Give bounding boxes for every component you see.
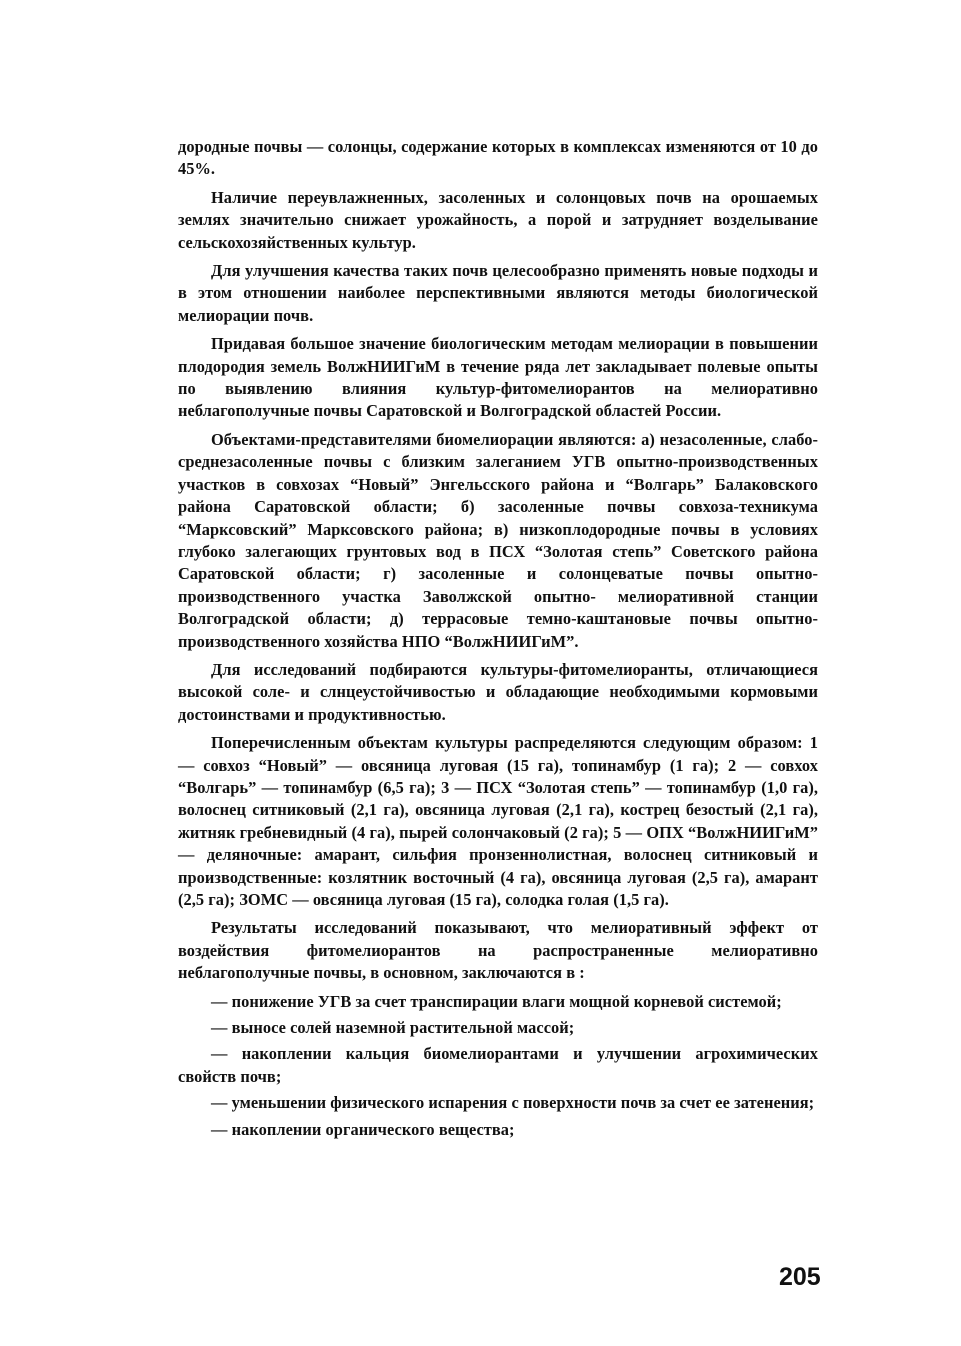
page-number: 205 xyxy=(779,1263,821,1291)
list-item: — понижение УГВ за счет транспирации влаги мощной корневой системой; xyxy=(211,991,782,1011)
list-item: — накоплении кальция биомелиорантами и улучшении агрохимических свойств почв; xyxy=(178,1044,818,1086)
paragraph: Результаты исследований показывают, что мелиоративный эффект от воздействия фитомелиорантов на распространенные мелиоративно неблагополучные почвы, в основном, заключаются в : xyxy=(178,918,818,983)
paragraph: Поперечисленным объектам культуры распределяются следующим образом: 1 — совхоз “Новый” — овсяница луговая (15 га), топинамбур (1 га); 2 — совхох “Волгарь” — топинамбур (6,5 га); 3 — ПСХ “Золотая степь” — топинамбур (1,0 га), волоснец ситниковый (2,1 га), овсяница луговая (2,1 га), кострец безостый (2,1 га), житняк гребневидный (4 га), пырей солончаковый (2 га); 5 — ОПХ “ВолжНИИГиМ” — деляночные: амарант, сильфия пронзеннолистная, волоснец ситниковый и производственные: козлятник восточный (4 га), овсяница луговая (2,5 га), амарант (2,5 га); ЗОМС — овсяница луговая (15 га), солодка голая (1,5 га). xyxy=(178,733,818,909)
list-item: — накоплении органического вещества; xyxy=(211,1119,515,1139)
list-item: — выносе солей наземной растительной массой; xyxy=(211,1018,575,1038)
paragraph: Для исследований подбираются культуры-фитомелиоранты, отличающиеся высокой соле- и слнцеустойчивостью и обладающие необходимыми кормовыми достоинствами и продуктивностью. xyxy=(178,659,818,724)
paragraph: Объектами-представителями биомелиорации являются: а) незасоленные, слабо-среднезасоленные почвы с близким залеганием УГВ опытно-производственных участков в совхозах “Новый” Энгельсского района и “Волгарь” Балаковского района Саратовской области; б) засоленные почвы совхоза-техникума “Марксовский” Марксовского района; в) низкоплодородные почвы в условиях глубоко залегающих грунтовых вод в ПСХ “Золотая степь” Советского района Саратовской области; г) засоленные и солонцеватые почвы опытно-производственного участка Заволжской опытно- мелиоративной станции Волгоградской области; д) террасовые темно-каштановые почвы опытно-производственного хозяйства НПО “ВолжНИИГиМ”. xyxy=(178,429,818,651)
page-text xyxy=(178,136,818,1266)
paragraph: Для улучшения качества таких почв целесообразно применять новые подходы и в этом отношении наиболее перспективными являются методы биологической мелиорации почв. xyxy=(178,261,818,325)
paragraph: Придавая большое значение биологическим методам мелиорации в повышении плодородия земель ВолжНИИГиМ в течение ряда лет закладывает полевые опыты по выявлению влияния культур-фитомелиорантов на мелиоративно неблагополучные почвы Саратовской и Волгоградской областей России. xyxy=(178,334,818,421)
list-item: — уменьшении физического испарения с поверхности почв за счет ее затенения; xyxy=(211,1093,815,1113)
paragraph: Наличие переувлажненных, засоленных и солонцовых почв на орошаемых землях значительно снижает урожайность, а порой и затрудняет возделывание сельскохозяйственных культур. xyxy=(178,187,818,252)
paragraph: дородные почвы — солонцы, содержание которых в комплексах изменяются от 10 до 45%. xyxy=(178,137,818,179)
